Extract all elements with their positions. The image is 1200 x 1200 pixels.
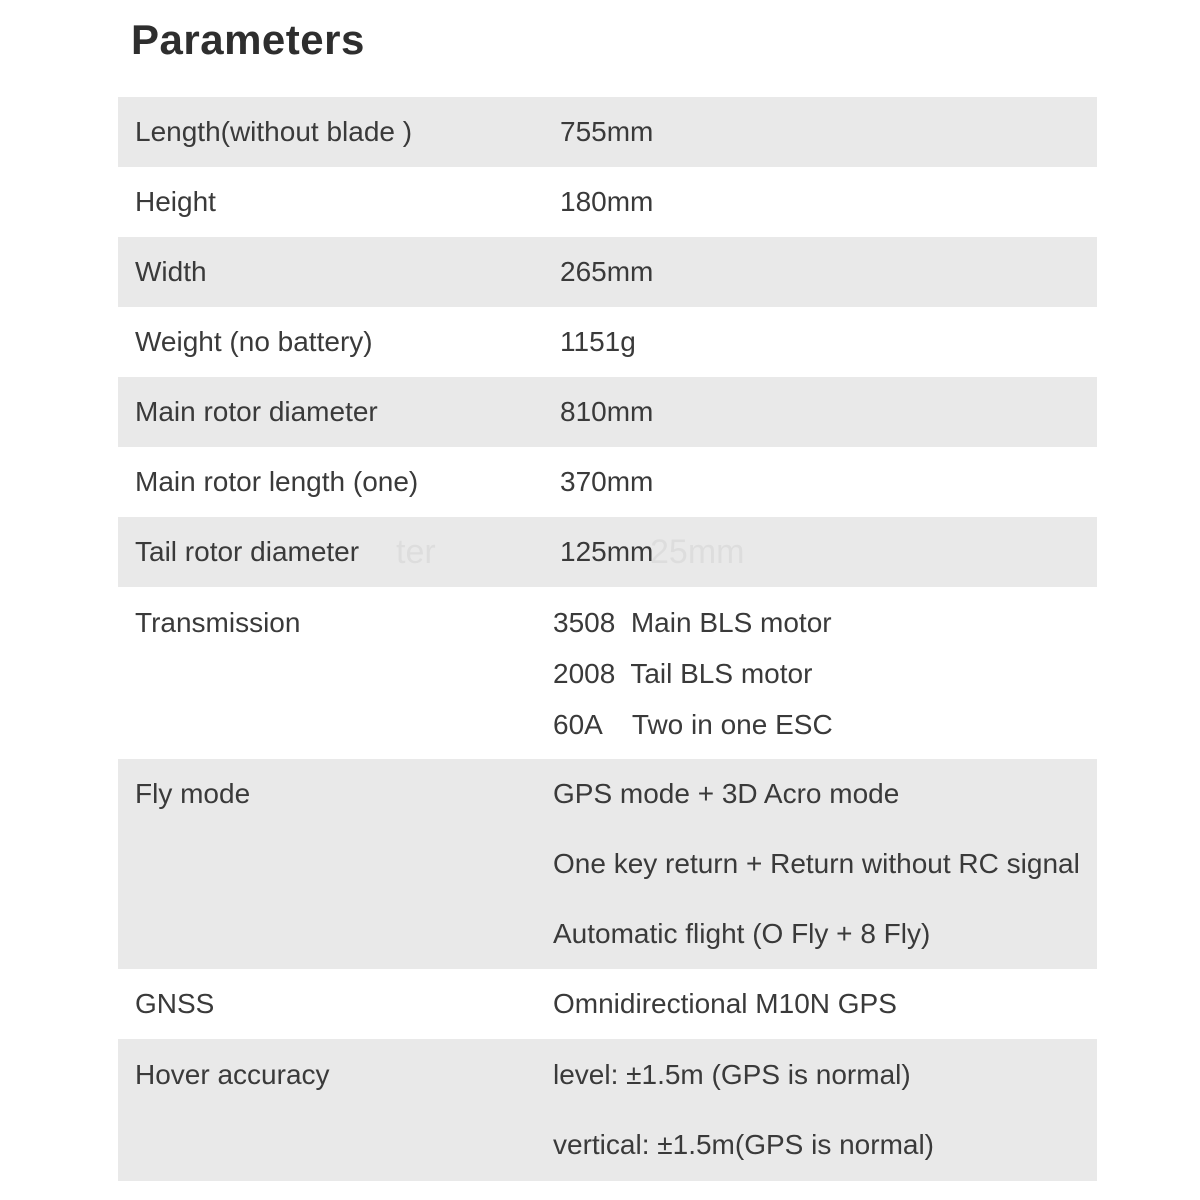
spec-row-label: Transmission bbox=[135, 607, 301, 638]
spec-row-label: Tail rotor diameter bbox=[135, 536, 360, 567]
spec-row-values bbox=[553, 377, 1097, 447]
spec-row bbox=[118, 167, 1097, 237]
spec-row-values bbox=[553, 447, 1097, 517]
spec-row bbox=[118, 307, 1097, 377]
spec-row-values bbox=[553, 759, 1097, 969]
spec-row-value: 810mm bbox=[560, 396, 654, 427]
spec-row bbox=[118, 587, 1097, 759]
spec-row-values bbox=[553, 969, 1097, 1039]
spec-row-value: One key return + Return without RC signal bbox=[553, 848, 1080, 879]
spec-row-value: Omnidirectional M10N GPS bbox=[553, 988, 897, 1019]
spec-row-label: Height bbox=[135, 186, 216, 217]
spec-row-label: Width bbox=[135, 256, 207, 287]
spec-row-value: Automatic flight (O Fly + 8 Fly) bbox=[553, 918, 931, 949]
spec-row-value: 1151g bbox=[560, 326, 636, 357]
spec-row-value: 3508 Main BLS motor bbox=[553, 607, 832, 638]
spec-row-label: Main rotor diameter bbox=[135, 396, 378, 427]
spec-row bbox=[118, 97, 1097, 167]
spec-row-label: Weight (no battery) bbox=[135, 326, 373, 357]
spec-row-values bbox=[553, 597, 1097, 750]
spec-row-label: Length(without blade ) bbox=[135, 116, 413, 147]
spec-row-values bbox=[553, 237, 1097, 307]
spec-row bbox=[118, 377, 1097, 447]
spec-row-value: 60A Two in one ESC bbox=[553, 709, 833, 740]
spec-row-label: Hover accuracy bbox=[135, 1059, 330, 1090]
spec-row-values bbox=[553, 517, 1097, 587]
spec-row-value: 2008 Tail BLS motor bbox=[553, 658, 813, 689]
page-title: Parameters bbox=[131, 16, 365, 63]
spec-row-value: 370mm bbox=[560, 466, 654, 497]
spec-row-label: GNSS bbox=[135, 988, 215, 1019]
spec-row-value: 125mm bbox=[560, 536, 654, 567]
spec-row bbox=[118, 447, 1097, 517]
spec-row-label: Fly mode bbox=[135, 778, 251, 809]
spec-row bbox=[118, 1039, 1097, 1181]
spec-row-value: vertical: ±1.5m(GPS is normal) bbox=[553, 1129, 935, 1160]
spec-row bbox=[118, 517, 1097, 587]
spec-row-value: 265mm bbox=[560, 256, 654, 287]
ghost-text: ter bbox=[396, 533, 436, 571]
parameters-table bbox=[118, 97, 1097, 1181]
spec-row-value: 180mm bbox=[560, 186, 654, 217]
spec-row bbox=[118, 237, 1097, 307]
ghost-text: 25mm bbox=[650, 533, 745, 571]
spec-row-value: 755mm bbox=[560, 116, 654, 147]
spec-row-value: level: ±1.5m (GPS is normal) bbox=[553, 1059, 911, 1090]
spec-row bbox=[118, 969, 1097, 1039]
spec-row-label: Main rotor length (one) bbox=[135, 466, 419, 497]
spec-row-values bbox=[553, 1040, 1097, 1180]
spec-row-value: GPS mode + 3D Acro mode bbox=[553, 778, 900, 809]
spec-row-values bbox=[553, 167, 1097, 237]
spec-row-values bbox=[553, 97, 1097, 167]
spec-row bbox=[118, 759, 1097, 969]
spec-row-values bbox=[553, 307, 1097, 377]
